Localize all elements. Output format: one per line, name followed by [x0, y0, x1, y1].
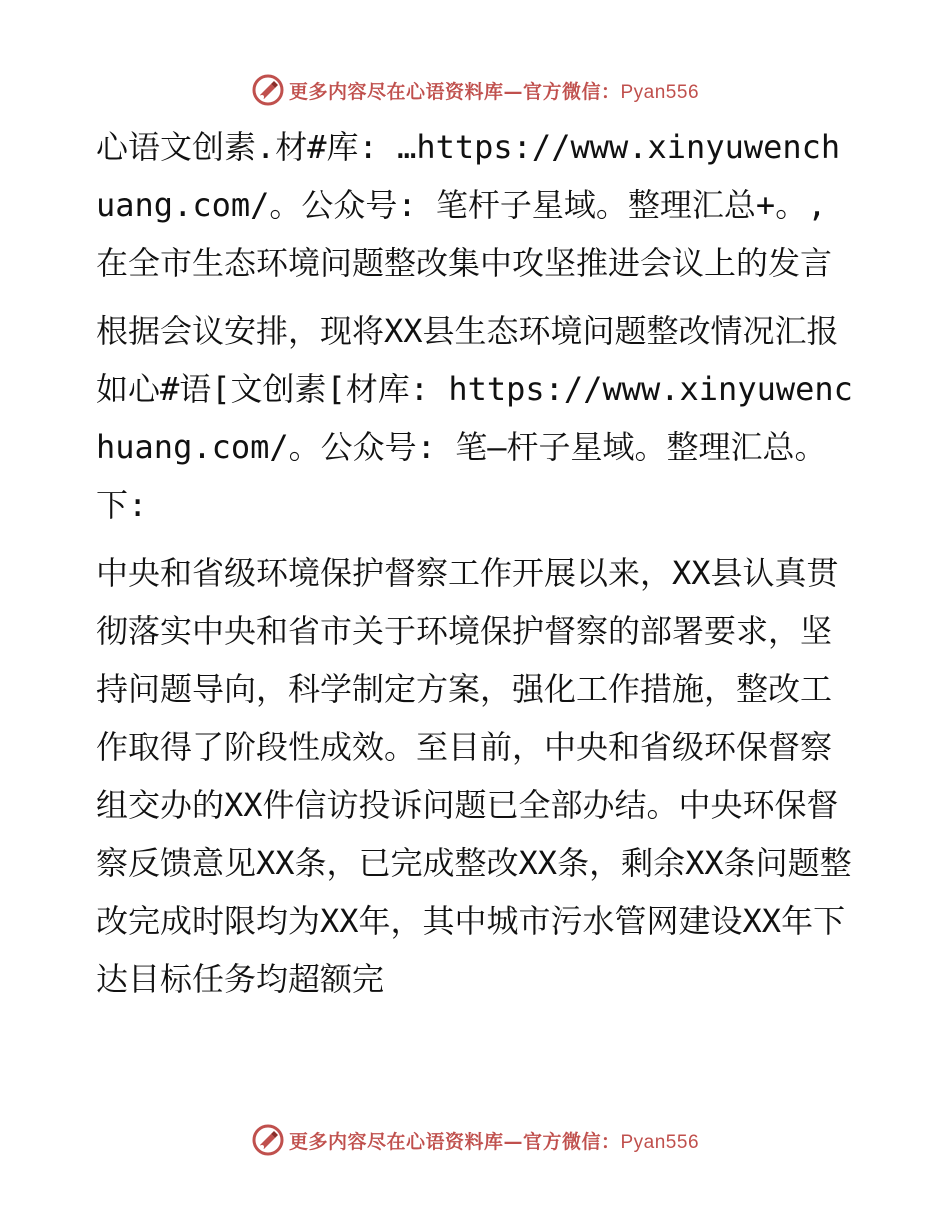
header-watermark-banner: [0, 70, 950, 110]
writing-hand-logo-icon: [251, 1123, 285, 1157]
paragraph-2: 根据会议安排，现将XX县生态环境问题整改情况汇报如心#语[文创素[材库: https://www.xinyuwenchuang.com/。公众号: 笔—杆子星域。整理汇总。下:: [96, 312, 853, 524]
paragraph-3: 中央和省级环境保护督察工作开展以来，XX县认真贯彻落实中央和省市关于环境保护督察的部署要求，坚持问题导向，科学制定方案，强化工作措施，整改工作取得了阶段性成效。至目前，中央和省级环保督察组交办的XX件信访投诉问题已全部办结。中央环保督察反馈意见XX条，已完成整改XX条，剩余XX条问题整改完成时限均为XX年，其中城市污水管网建设XX年下达目标任务均超额完: [96, 554, 852, 998]
header-banner-text: 更多内容尽在心语资料库—官方微信：Pyan556: [288, 80, 700, 103]
writing-hand-logo-icon: [251, 73, 285, 107]
footer-banner-text: 更多内容尽在心语资料库—官方微信：Pyan556: [288, 1130, 700, 1153]
paragraph-1: 心语文创素.材#库: …https://www.xinyuwenchuang.com/。公众号: 笔杆子星域。整理汇总+。,在全市生态环境问题整改集中攻坚推进会议上的发言: [96, 128, 841, 282]
footer-watermark-banner: [0, 1120, 950, 1160]
document-body: [96, 118, 856, 1018]
